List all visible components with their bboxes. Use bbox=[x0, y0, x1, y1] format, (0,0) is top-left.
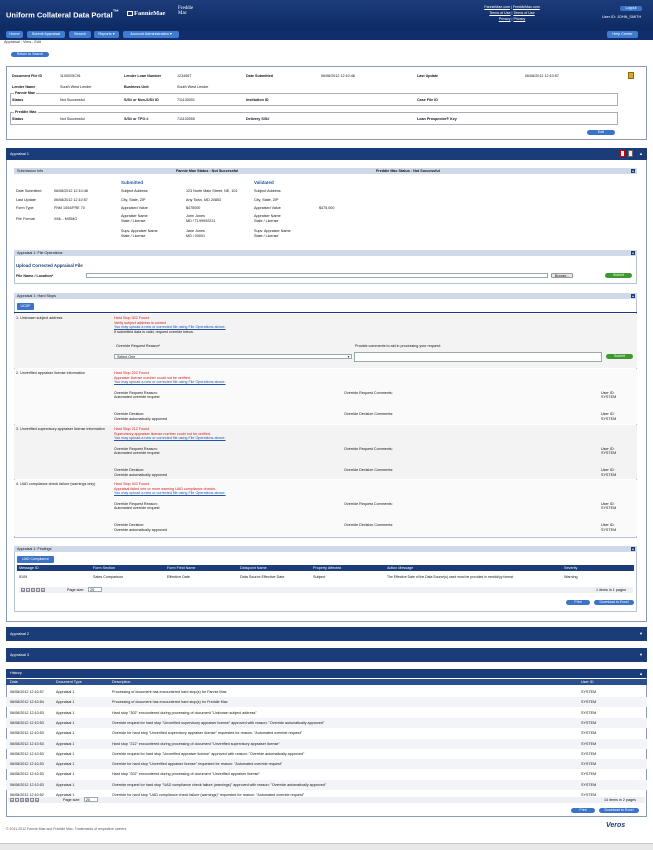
sub-city-label: City, State, ZIP bbox=[121, 198, 146, 202]
top-links: FannieMae.com | FreddieMac.com Terms of Use | Terms of Use Privacy | Privacy bbox=[484, 5, 540, 21]
col-form-field[interactable]: Form Field Name bbox=[167, 566, 196, 570]
cell-date: 06/08/2012 12:10:53 bbox=[10, 782, 44, 787]
expand-icon[interactable]: ▼ bbox=[639, 631, 643, 636]
fanniemae-com-link[interactable]: FannieMae.com bbox=[484, 5, 511, 9]
page-size-label: Page size: bbox=[67, 588, 85, 592]
table-row[interactable] bbox=[6, 708, 647, 718]
cell-document-type: Appraisal 1 bbox=[56, 772, 75, 777]
cell-user-id: SYSTEM bbox=[581, 762, 597, 767]
col-action-message[interactable]: Action Message bbox=[387, 566, 414, 570]
val-appraiser-label: Appraiser Name bbox=[254, 214, 281, 218]
page-size-select[interactable] bbox=[84, 797, 98, 802]
hs2-uid-value: SYSTEM bbox=[601, 395, 617, 399]
case-file-id-label: Case File ID bbox=[417, 98, 438, 102]
hs2-upload-link[interactable]: You may upload a new or corrected file using File Operations above. bbox=[114, 380, 226, 384]
history-download-button[interactable]: Download to Excel bbox=[599, 808, 639, 813]
sub-supv-value: Jane Jones bbox=[186, 229, 205, 233]
freddie-mac-legend: Freddie Mac bbox=[15, 110, 37, 114]
hs3-uid-label: User ID: bbox=[601, 447, 615, 451]
cell-description: Hard stop "202" encountered during processing of document "Unverified appraiser license" bbox=[112, 772, 260, 777]
hs4-uid-label: User ID: bbox=[601, 502, 615, 506]
fannie-mae-fieldset bbox=[10, 93, 618, 106]
upload-heading: Upload Corrected Appraisal File bbox=[16, 263, 83, 268]
freddie-privacy-link[interactable]: Privacy bbox=[513, 17, 526, 21]
cell-date: 06/08/2012 12:10:53 bbox=[10, 741, 44, 746]
sub-appraiser-label: Appraiser Name bbox=[121, 214, 148, 218]
col-property-affected[interactable]: Property Affected bbox=[313, 566, 342, 570]
form-type-value: FNM 1004/FRE 70 bbox=[54, 206, 85, 210]
hard-stop-2 bbox=[14, 369, 637, 424]
cell-form-section: Sales Comparison bbox=[93, 575, 124, 579]
hs2-code: Hard Stop 202 Found bbox=[114, 371, 150, 375]
app-title-text: Uniform Collateral Data Portal bbox=[6, 10, 113, 20]
file-path-input[interactable] bbox=[86, 273, 548, 278]
user-id: User ID: JOHN_SMITH bbox=[602, 15, 642, 19]
business-unit-label: Business Unit bbox=[124, 85, 149, 89]
hard-stop-1 bbox=[14, 314, 637, 368]
doc-file-id-label: Document File ID bbox=[12, 74, 43, 78]
val-supv-label: Supv. Appraiser Name bbox=[254, 229, 291, 233]
cell-document-type: Appraisal 1 bbox=[56, 700, 75, 705]
lender-name-value: South West Lender bbox=[60, 85, 92, 89]
select-value: Select One bbox=[117, 355, 136, 359]
hs2-label: 2. Unverified appraiser license information bbox=[16, 371, 85, 375]
findings-count: 1 items in 1 pages bbox=[596, 588, 626, 592]
sub-address-value: 123 North Main Street, NE, 101 bbox=[186, 189, 238, 193]
prev-page-icon[interactable]: ‹ bbox=[27, 588, 29, 592]
loan-number-label: Lender Loan Number bbox=[124, 74, 162, 78]
val-supv-license-label: State / License bbox=[254, 234, 279, 238]
hs3-od-label: Override Decision: bbox=[114, 468, 145, 472]
hs4-uid-value: SYSTEM bbox=[601, 506, 617, 510]
table-row[interactable] bbox=[6, 697, 647, 707]
return-to-search-button[interactable]: Return to Search bbox=[11, 52, 49, 57]
fr-status-heading: Freddie Mac Status : Not Successful bbox=[376, 169, 440, 173]
sub-supv-license-value: MD / 00001 bbox=[186, 234, 206, 238]
val-value-value: $475,000 bbox=[319, 206, 335, 210]
cell-document-type: Appraisal 1 bbox=[56, 782, 75, 787]
collapse-icon[interactable]: ▲ bbox=[639, 671, 643, 676]
freddie-mac-fieldset bbox=[10, 112, 618, 125]
override-reason-select[interactable] bbox=[114, 354, 352, 359]
appraisal-1-header[interactable] bbox=[6, 148, 647, 160]
history-table-header bbox=[6, 679, 647, 685]
appraisal-3-title: Appraisal 3 bbox=[10, 653, 29, 657]
collapse-icon[interactable]: ▲ bbox=[639, 151, 643, 156]
cell-description: Override for hard stop "Unverified supervisory appraiser license" requested for reason: "Automated override request" bbox=[112, 731, 303, 736]
file-format-value: XML - MISMO bbox=[54, 217, 78, 221]
freddie-mac-logo bbox=[178, 6, 193, 16]
history-count: 14 items in 2 pages bbox=[604, 798, 636, 802]
fannie-mae-text: FannieMae bbox=[134, 10, 166, 17]
hs2-uid-label: User ID: bbox=[601, 391, 615, 395]
hs4-orr-value: Automated override request bbox=[114, 506, 160, 510]
table-row[interactable] bbox=[6, 780, 647, 790]
col-message-id[interactable]: Message ID bbox=[19, 566, 39, 570]
first-page-icon[interactable]: « bbox=[22, 588, 24, 592]
hard-stop-4 bbox=[14, 480, 637, 536]
collapse-icon[interactable]: ▲ bbox=[631, 294, 635, 298]
hs3-label: 3. Unverified supervisory appraiser license information bbox=[16, 427, 105, 431]
cell-document-type: Appraisal 1 bbox=[56, 793, 75, 797]
file-name-label: File Name / Location* bbox=[16, 274, 54, 278]
fannie-mae-logo bbox=[127, 10, 165, 17]
cell-description: Override for hard stop "UAD compliance check failure (warnings)" requested for reason: "Automated override request" bbox=[112, 793, 305, 797]
cell-document-type: Appraisal 1 bbox=[56, 731, 75, 736]
hs4-od-value: Override automatically approved bbox=[114, 528, 168, 532]
appraisal-2-title: Appraisal 2 bbox=[10, 632, 29, 636]
fr-status-value: Not Successful bbox=[60, 117, 85, 121]
col-datapoint[interactable]: Datapoint Name bbox=[240, 566, 267, 570]
sub-appraiser-value: John Jones bbox=[186, 214, 205, 218]
hs4-upload-link[interactable]: You may upload a new or corrected file using File Operations above. bbox=[114, 491, 226, 495]
findings-title: Appraisal 1: Findings bbox=[17, 547, 52, 551]
hs2-od-label: Override Decision: bbox=[114, 412, 145, 416]
expand-icon[interactable]: ▼ bbox=[639, 652, 643, 657]
cell-user-id: SYSTEM bbox=[581, 690, 597, 694]
hs4-uid2-label: User ID: bbox=[601, 523, 615, 527]
page-size-value: 20 bbox=[90, 588, 95, 592]
cell-date: 06/08/2012 12:10:53 bbox=[10, 710, 44, 715]
cell-description: Hard stop "212" encountered during processing of document "Unverified supervisory appraiser license" bbox=[112, 741, 280, 746]
cell-document-type: Appraisal 1 bbox=[56, 710, 75, 715]
app-title bbox=[6, 9, 119, 20]
doc-file-id-value: 1100029C91 bbox=[60, 74, 81, 78]
upload-submit-button[interactable]: Submit bbox=[605, 273, 632, 278]
tab-ucdp[interactable]: UCDP bbox=[17, 303, 34, 310]
page-1-button[interactable]: 1 bbox=[21, 798, 23, 802]
cell-document-type: Appraisal 1 bbox=[56, 762, 75, 767]
cell-description: Override request for hard stop "Unverified supervisory appraiser license" approved with reason: "Override automatically approved" bbox=[112, 720, 325, 725]
submission-info-title: Submission Info bbox=[17, 169, 44, 173]
hs4-message: Appraisal failed one or more warning UAD compliance checks. bbox=[114, 487, 217, 491]
freddie-terms-link[interactable]: Terms of Use bbox=[513, 11, 535, 15]
hard-stops-header bbox=[14, 293, 637, 299]
hs1-code: Hard Stop 302 Found bbox=[114, 316, 150, 320]
sub-last-update-label: Last Update bbox=[16, 198, 36, 202]
cell-description: Processing of document has encountered hard stop(s) for Freddie Mac bbox=[112, 700, 228, 705]
hard-stop-3 bbox=[14, 425, 637, 479]
nav-search[interactable]: Search bbox=[69, 31, 91, 38]
history-pager bbox=[8, 797, 645, 803]
cell-user-id: SYSTEM bbox=[581, 710, 597, 715]
cell-document-type: Appraisal 1 bbox=[56, 690, 75, 694]
hs1-override-note: If submitted data is valid, request override below. bbox=[114, 330, 194, 334]
page-size-label: Page size: bbox=[63, 798, 81, 802]
date-submitted-value: 06/08/2012 12:10:48 bbox=[321, 74, 355, 78]
hs2-uid2-value: SYSTEM bbox=[601, 417, 617, 421]
business-unit-value: South West Lender bbox=[177, 85, 209, 89]
fannie-privacy-link[interactable]: Privacy bbox=[498, 17, 511, 21]
findings-table-header bbox=[17, 565, 634, 571]
file-format-label: File Format bbox=[16, 217, 35, 221]
cell-description: Processing of document has encountered hard stop(s) for Fannie Mae bbox=[112, 690, 227, 694]
first-page-icon[interactable]: « bbox=[11, 798, 13, 802]
hs3-orc-label: Override Request Comments: bbox=[344, 447, 393, 451]
browse-button[interactable]: Browse... bbox=[551, 273, 573, 278]
fm-ss-label: S/S# or Non-S/S# ID bbox=[124, 98, 159, 102]
hs2-uid2-label: User ID: bbox=[601, 412, 615, 416]
hs3-orr-label: Override Request Reason: bbox=[114, 447, 158, 451]
submission-info-header bbox=[14, 168, 637, 174]
sub-date-value: 06/08/2012 12:10:48 bbox=[54, 189, 88, 193]
cell-user-id: SYSTEM bbox=[581, 700, 597, 705]
date-submitted-label: Date Submitted bbox=[246, 74, 274, 78]
collapse-icon[interactable]: ▲ bbox=[631, 251, 635, 255]
nav-help-center[interactable]: Help Center bbox=[607, 31, 638, 38]
history-title: History bbox=[10, 671, 22, 675]
cell-date: 06/08/2012 12:10:53 bbox=[10, 731, 44, 736]
col-form-section[interactable]: Form Section bbox=[93, 566, 115, 570]
appraisal-1-title: Appraisal 1 bbox=[10, 152, 29, 156]
freddie-text-bottom: Mac bbox=[178, 11, 187, 16]
cell-description: Override request for hard stop "UAD compliance check failure (warnings)" approved with reason: "Override automatically approved" bbox=[112, 782, 327, 787]
sub-value-label: Appraised Value bbox=[121, 206, 148, 210]
hs3-upload-link[interactable]: You may upload a new or corrected file using File Operations above. bbox=[114, 436, 226, 440]
cell-form-field: Effective Date bbox=[167, 575, 190, 579]
hs3-od-value: Override automatically approved bbox=[114, 473, 168, 477]
hard-stops-title: Appraisal 1: Hard Stops bbox=[17, 294, 56, 298]
tab-uad-compliance[interactable]: UAD Compliance bbox=[17, 556, 54, 563]
fm-status-label: Status bbox=[12, 98, 24, 102]
cell-document-type: Appraisal 1 bbox=[56, 741, 75, 746]
comments-label: Provide comments to aid in processing your request: bbox=[355, 344, 441, 348]
val-city-label: City, State, ZIP bbox=[254, 198, 279, 202]
freddiemac-com-link[interactable]: FreddieMac.com bbox=[512, 5, 540, 9]
last-page-icon[interactable]: » bbox=[36, 798, 38, 802]
table-row[interactable] bbox=[6, 759, 647, 769]
file-operations-header bbox=[14, 250, 637, 256]
fm-status-value: Not Successful bbox=[60, 98, 85, 102]
horizontal-scrollbar[interactable] bbox=[0, 843, 653, 850]
nav-submit-appraisal[interactable]: Submit Appraisal bbox=[27, 31, 65, 38]
cell-date: 06/08/2012 12:10:53 bbox=[10, 720, 44, 725]
next-page-icon[interactable]: › bbox=[37, 588, 39, 592]
table-row[interactable] bbox=[6, 718, 647, 728]
fr-status-label: Status bbox=[12, 117, 24, 121]
chevron-down-icon: ▼ bbox=[347, 355, 350, 359]
appraisal-3-header[interactable] bbox=[6, 648, 647, 662]
hs4-code: Hard Stop 402 Found bbox=[114, 482, 150, 486]
hs3-odc-label: Override Decision Comments: bbox=[344, 468, 394, 472]
hs2-orr-value: Automated override request bbox=[114, 395, 160, 399]
cell-document-type: Appraisal 1 bbox=[56, 720, 75, 725]
cell-date: 06/08/2012 12:10:53 bbox=[10, 772, 44, 777]
logout-button[interactable]: Logout bbox=[620, 6, 642, 11]
history-print-button[interactable]: Print bbox=[571, 808, 595, 813]
loan-prospector-label: Loan Prospector® Key bbox=[417, 117, 457, 121]
cell-user-id: SYSTEM bbox=[581, 793, 597, 797]
sub-date-label: Date Submitted bbox=[16, 189, 42, 193]
cell-user-id: SYSTEM bbox=[581, 772, 597, 777]
override-submit-button[interactable]: Submit bbox=[606, 354, 633, 359]
collapse-icon[interactable]: ▲ bbox=[631, 169, 635, 173]
veros-logo: Veros bbox=[606, 822, 626, 829]
validated-heading: Validated bbox=[254, 180, 274, 185]
hs3-uid2-label: User ID: bbox=[601, 468, 615, 472]
fr-tpo-label: S/S# or TPO # bbox=[124, 117, 149, 121]
delivery-ss-label: Delivery S/S# bbox=[246, 117, 270, 121]
cell-date: 06/08/2012 12:10:53 bbox=[10, 751, 44, 756]
hs4-label: 4. UAD compliance check failure (warnings only) bbox=[16, 482, 96, 486]
hs1-message: Verify subject address is correct bbox=[114, 321, 167, 325]
lender-name-label: Lender Name bbox=[12, 85, 36, 89]
file-operations-title: Appraisal 1: File Operations bbox=[17, 251, 63, 255]
cell-message-id: 5109 bbox=[19, 575, 28, 579]
sub-city-value: Any Town, MD 20853 bbox=[186, 198, 221, 202]
fm-status-heading: Fannie Mae Status : Not Successful bbox=[176, 169, 239, 173]
val-address-label: Subject Address bbox=[254, 189, 281, 193]
cell-date: 06/08/2012 12:10:53 bbox=[10, 762, 44, 767]
cell-date: 06/08/2012 12:10:57 bbox=[10, 690, 44, 694]
history-header[interactable] bbox=[6, 669, 647, 678]
page-size-select[interactable] bbox=[88, 587, 102, 592]
sub-license-label: State / License bbox=[121, 219, 146, 223]
sub-supv-label: Supv. Appraiser Name bbox=[121, 229, 158, 233]
col-severity[interactable]: Severity bbox=[564, 566, 578, 570]
hs4-orr-label: Override Request Reason: bbox=[114, 502, 158, 506]
submitted-heading: Submitted bbox=[121, 180, 143, 185]
hs2-orc-label: Override Request Comments: bbox=[344, 391, 393, 395]
sub-address-label: Subject Address bbox=[121, 189, 148, 193]
breadcrumb: Appraisal : View : Edit bbox=[4, 40, 41, 44]
next-page-icon[interactable]: › bbox=[31, 798, 33, 802]
cell-description: Override for hard stop "Unverified appraiser license" requested for reason: "Automated override request" bbox=[112, 762, 283, 767]
edit-button[interactable]: Edit bbox=[587, 130, 615, 135]
hs3-uid2-value: SYSTEM bbox=[601, 473, 617, 477]
cell-document-type: Appraisal 1 bbox=[56, 751, 75, 756]
form-type-label: Form Type bbox=[16, 206, 34, 210]
override-reason-label: Override Request Reason* bbox=[116, 344, 161, 348]
hs3-uid-value: SYSTEM bbox=[601, 451, 617, 455]
fannie-terms-link[interactable]: Terms of Use bbox=[489, 11, 511, 15]
cell-severity: Warning bbox=[564, 575, 578, 579]
last-update-value: 06/08/2012 12:10:57 bbox=[525, 74, 559, 78]
prev-page-icon[interactable]: ‹ bbox=[16, 798, 18, 802]
tab-divider bbox=[14, 312, 637, 313]
last-update-label: Last Update bbox=[417, 74, 439, 78]
sub-last-update-value: 06/08/2012 12:10:57 bbox=[54, 198, 88, 202]
fm-ss-value: 711130001 bbox=[177, 98, 195, 102]
col-user-id[interactable]: User ID bbox=[581, 680, 594, 684]
findings-pager bbox=[19, 587, 633, 593]
hs2-od-value: Override automatically approved bbox=[114, 417, 168, 421]
page-size-value: 20 bbox=[86, 798, 91, 802]
hs4-od-label: Override Decision: bbox=[114, 523, 145, 527]
freddie-text-top: Freddie bbox=[178, 6, 194, 11]
cell-date: 06/08/2012 12:10:54 bbox=[10, 700, 44, 705]
hs3-code: Hard Stop 212 Found bbox=[114, 427, 150, 431]
findings-header bbox=[14, 546, 637, 552]
sub-supv-license-label: State / License bbox=[121, 234, 146, 238]
col-date[interactable]: Date bbox=[10, 680, 18, 684]
fannie-mae-mark-icon bbox=[127, 11, 133, 16]
hs3-message: Supervisory appraiser license number could not be verified. bbox=[114, 432, 211, 436]
hs2-orr-label: Override Request Reason: bbox=[114, 391, 158, 395]
sub-value-value: $475000 bbox=[186, 206, 201, 210]
hs4-odc-label: Override Decision Comments: bbox=[344, 523, 394, 527]
trademark: ™ bbox=[112, 9, 119, 16]
appraisal-2-header[interactable] bbox=[6, 627, 647, 641]
footer-copyright: © 2011-2012 Fannie Mae and Freddie Mac. Trademarks of respective owners. bbox=[6, 827, 128, 831]
hs1-label: 1. Unknown subject address bbox=[16, 316, 63, 320]
table-row[interactable] bbox=[17, 573, 634, 580]
findings-download-button[interactable]: Download to Excel bbox=[594, 600, 634, 605]
val-value-label: Appraised Value bbox=[254, 206, 281, 210]
table-row[interactable] bbox=[6, 728, 647, 738]
hs4-orc-label: Override Request Comments: bbox=[344, 502, 393, 506]
collapse-icon[interactable]: ▲ bbox=[631, 547, 635, 551]
hs4-uid2-value: SYSTEM bbox=[601, 528, 617, 532]
table-row[interactable] bbox=[6, 749, 647, 759]
hs1-upload-link[interactable]: You may upload a new or corrected file using File Operations above. bbox=[114, 325, 226, 329]
hs2-message: Appraiser license number could not be verified. bbox=[114, 376, 191, 380]
hs2-odc-label: Override Decision Comments: bbox=[344, 412, 394, 416]
cell-user-id: SYSTEM bbox=[581, 751, 597, 756]
cell-user-id: SYSTEM bbox=[581, 741, 597, 746]
cell-description: Override request for hard stop "Unverified appraiser license" approved with reason: "Override automatically approved" bbox=[112, 751, 305, 756]
document-icon[interactable] bbox=[628, 72, 634, 79]
page-2-button[interactable]: 2 bbox=[26, 798, 28, 802]
hs3-orr-value: Automated override request bbox=[114, 451, 160, 455]
nav-reports[interactable]: Reports ▾ bbox=[94, 31, 119, 38]
cell-action-message: The Effective Date of the Data Source(s) used must be provided in mm/dd/yy format. bbox=[387, 575, 514, 579]
cell-date: 06/08/2012 12:10:52 bbox=[10, 793, 44, 797]
table-row[interactable] bbox=[6, 739, 647, 749]
val-license-label: State / License bbox=[254, 219, 279, 223]
fr-tpo-value: 711130055 bbox=[177, 117, 195, 121]
last-page-icon[interactable]: » bbox=[42, 588, 44, 592]
loan-number-value: 1234567 bbox=[177, 74, 192, 78]
table-row[interactable] bbox=[6, 769, 647, 779]
institution-id-label: Institution ID bbox=[246, 98, 269, 102]
fannie-mae-legend: Fannie Mae bbox=[15, 91, 36, 95]
nav-home[interactable]: Home bbox=[6, 31, 23, 38]
cell-user-id: SYSTEM bbox=[581, 731, 597, 736]
cell-user-id: SYSTEM bbox=[581, 720, 597, 725]
cell-property: Subject bbox=[313, 575, 326, 579]
findings-print-button[interactable]: Print bbox=[566, 600, 590, 605]
override-comments-textarea[interactable] bbox=[354, 352, 602, 362]
cell-description: Hard stop "302" encountered during processing of document "Unknown subject address" bbox=[112, 710, 257, 715]
page-1-button[interactable]: 1 bbox=[32, 588, 34, 592]
print-icon[interactable] bbox=[628, 150, 633, 157]
sub-license-value: MD / TL99992221 bbox=[186, 219, 216, 223]
table-row[interactable] bbox=[6, 687, 647, 697]
col-document-type[interactable]: Document Type bbox=[56, 680, 82, 684]
col-description[interactable]: Description bbox=[112, 680, 131, 684]
pdf-icon[interactable] bbox=[620, 150, 625, 157]
nav-account-admin[interactable]: Account Administration ▾ bbox=[123, 31, 179, 38]
cell-user-id: SYSTEM bbox=[581, 782, 597, 787]
cell-datapoint: Data Source Effective Date bbox=[240, 575, 285, 579]
